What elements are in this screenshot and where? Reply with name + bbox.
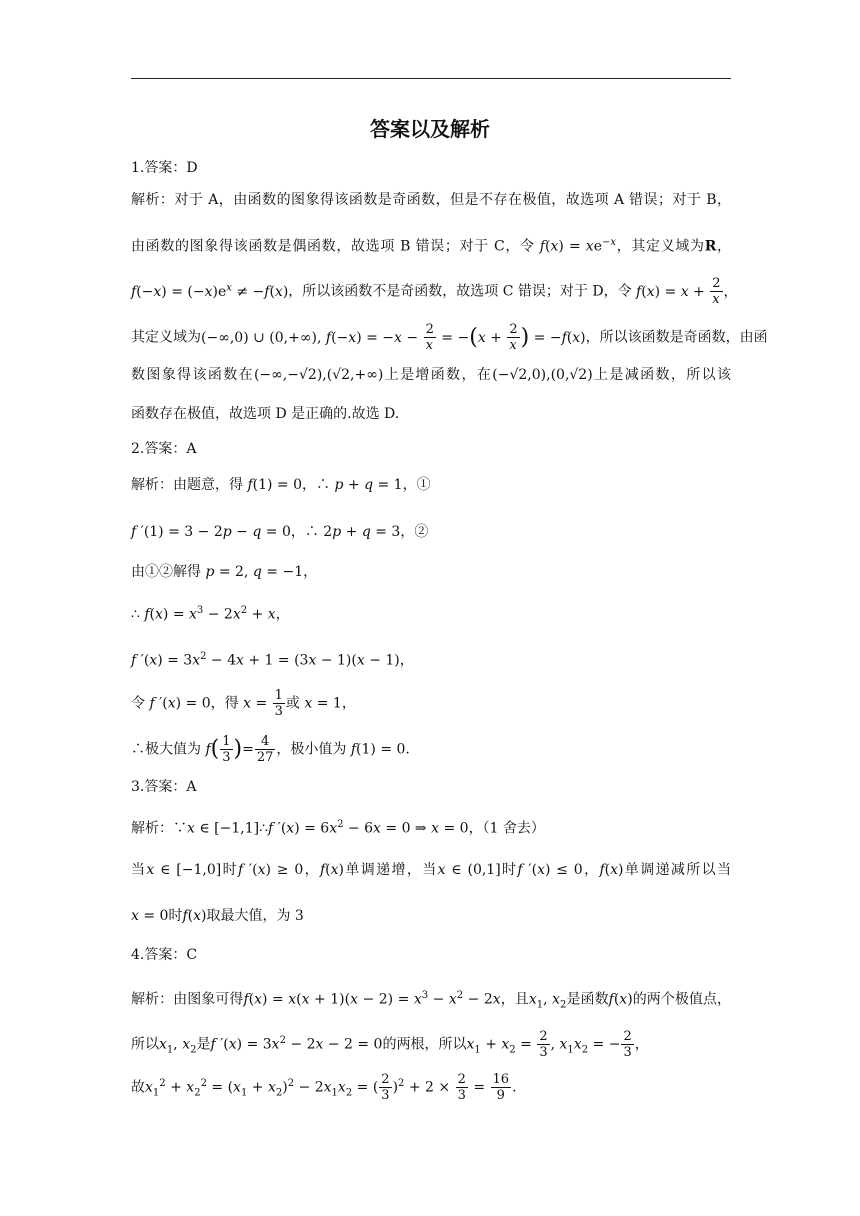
q1-line-4: 其定义域为(−∞,0) ∪ (0,+∞), f(−x) = −x − $\frac{2}{x}$ = −(x + $\frac{2}{x}$ ) = −f(x)，所以该函数是奇函数，由函 xyxy=(131,322,768,353)
q2-line-2: f ′(1) = 3 − 2p − q = 0，∴ 2p + q = 3，② xyxy=(131,524,429,540)
q1-line-2: 由函数的图象得该函数是偶函数，故选项 B 错误；对于 C，令 $f(x) = xe^{-x}$，其定义域为R， xyxy=(131,237,732,255)
q2-line-6: 令 f ′(x) = 0，得 x = $\frac{1}{3}$ 或 x = 1， xyxy=(131,688,356,719)
q2-line-3: 由①②解得 p = 2, q = −1， xyxy=(131,564,318,580)
q2-answer: 2.答案：A xyxy=(131,441,197,457)
q1-line-3: $f(-x) = (-x)e^x \ne -f(x)$，所以该函数不是奇函数，故选项 C 错误；对于 D，令 f(x) = x + $\frac{2}{x}$ ， xyxy=(131,276,738,307)
q4-line-2: 所以$x_1$, $x_2$是f $'(x) = 3x^2 - 2x - 2 = 0$的两根，所以$x_1 + x_2$ = $\frac{2}{3}$ , $x_1x_2$ = − $\frac{2}{3}$ ， xyxy=(131,1029,649,1060)
page-title: 答案以及解析 xyxy=(370,117,490,141)
q2-line-7: ∴极大值为 f( $\frac{1}{3}$ )= $\frac{4}{27}$ ，极小值为 f(1) = 0. xyxy=(131,734,410,765)
q2-line-5: f $'(x) = 3x^2 - 4x + 1 = (3x - 1)(x - 1)$， xyxy=(131,651,414,669)
q4-line-3: 故$x_1^2 + x_2^2 = (x_1 + x_2)^2 - 2x_1x_2$ = ( $\frac{2}{3}$ )$^2$ + 2 × $\frac{2}{3}$ = $\frac{16}{9}$ . xyxy=(131,1072,517,1103)
q1-line-6: 函数存在极值，故选项 D 是正确的.故选 D. xyxy=(131,406,400,422)
q1-line-5: 数图象得该函数在(−∞,−√2),(√2,+∞)上是增函数，在(−√2,0),(0,√2)上是减函数，所以该 xyxy=(131,367,732,383)
q3-line-2: 当x ∈ [−1,0]时f ′(x) ≥ 0，f(x)单调递增，当x ∈ (0,1]时f ′(x) ≤ 0，f(x)单调递减所以当 xyxy=(131,862,732,878)
q4-line-1: 解析：由图象可得$f(x) = x(x + 1)(x - 2) = x^3 - x^2 - 2x$，且$x_1$, $x_2$是函数f(x)的两个极值点， xyxy=(131,990,732,1011)
q1-line-1: 解析：对于 A，由函数的图象得该函数是奇函数，但是不存在极值，故选项 A 错误；对于 B， xyxy=(131,192,731,208)
q1-answer: 1.答案：D xyxy=(131,160,198,176)
q2-line-1: 解析：由题意，得 f(1) = 0，∴ p + q = 1，① xyxy=(131,477,431,493)
q3-line-1: 解析：∵x ∈ [−1,1]∴f $'(x) = 6x^2 - 6x = 0$ ⇒ x = 0，（1 舍去） xyxy=(131,819,545,837)
q3-answer: 3.答案：A xyxy=(131,779,197,795)
q3-line-3: x = 0时f(x)取最大值，为 3 xyxy=(131,908,304,924)
header-rule xyxy=(131,78,731,79)
q4-answer: 4.答案：C xyxy=(131,947,198,963)
q2-line-4: ∴ $f(x) = x^3 - 2x^2 + x$， xyxy=(131,605,290,623)
